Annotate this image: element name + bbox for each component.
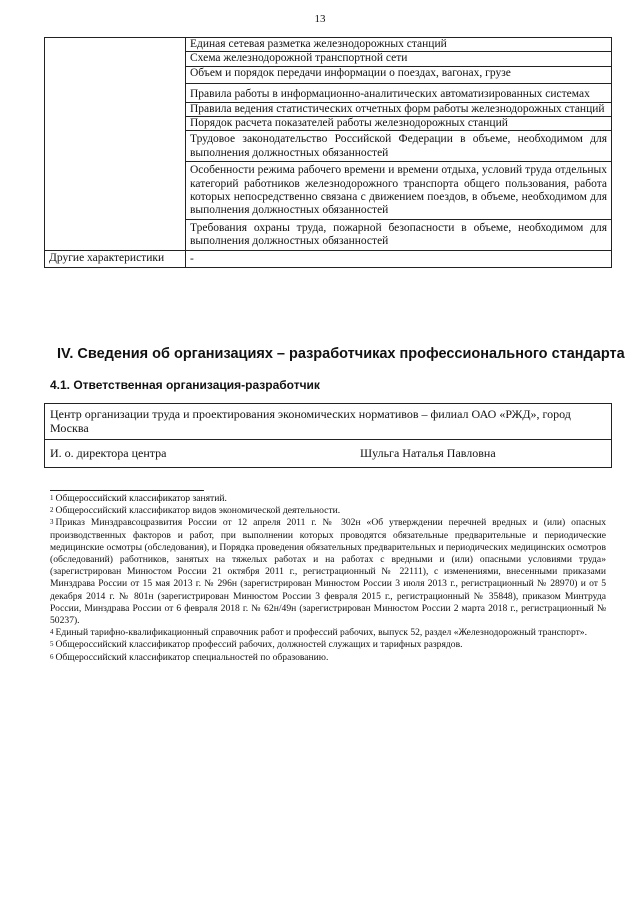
list-item: Единая сетевая разметка железнодорожных станций [186, 38, 611, 52]
list-item: - [190, 252, 194, 265]
list-item: Требования охраны труда, пожарной безопасности в объеме, необходимом для выполнения должностных обязанностей [190, 221, 607, 248]
subsection-heading: 4.1. Ответственная организация-разработчик [50, 378, 320, 392]
footnotes [50, 493, 606, 664]
director-row [45, 440, 611, 467]
director-name: Шульга Наталья Павловна [360, 446, 496, 460]
footnote-divider [50, 490, 204, 491]
table-row [45, 38, 611, 251]
organization-name: Центр организации труда и проектирования экономических нормативов – филиал ОАО «РЖД», город Москва [45, 404, 611, 440]
list-item: Порядок расчета показателей работы железнодорожных станций [186, 117, 611, 131]
table-row [45, 251, 611, 267]
footnote: $^6$ Общероссийский классификатор специальностей по образованию. [50, 651, 329, 663]
row-label [45, 38, 186, 250]
knowledge-table [44, 37, 612, 268]
section-heading: IV. Сведения об организациях – разработчиках профессионального стандарта [57, 346, 625, 362]
footnote: $^2$ Общероссийский классификатор видов экономической деятельности. [50, 505, 341, 517]
page-number: 13 [314, 13, 326, 25]
list-item: Особенности режима рабочего времени и времени отдыха, условий труда отдельных категорий работников железнодорожного транспорта общего пользования, работа которых непосредственно связана с движением поездов, в объеме, необходимом для выполнения должностных обязанностей [186, 162, 611, 220]
director-title: И. о. директора центра [50, 446, 167, 460]
list-item: Трудовое законодательство Российской Федерации в объеме, необходимом для выполнения должностных обязанностей [186, 131, 611, 162]
list-item: Правила ведения статистических отчетных форм работы железнодорожных станций [186, 103, 611, 117]
organization-table [44, 403, 612, 468]
list-item: Объем и порядок передачи информации о поездах, вагонах, грузе [186, 67, 611, 84]
footnote: $^4$ Единый тарифно-квалификационный справочник работ и профессий рабочих, выпуск 52, раздел «Железнодорожный транспорт». [50, 627, 588, 639]
footnote: $^1$ Общероссийский классификатор занятий. [50, 493, 227, 504]
list-item: Правила работы в информационно-аналитических автоматизированных системах [186, 84, 611, 102]
list-item: Схема железнодорожной транспортной сети [186, 52, 611, 66]
row-label-other-characteristics: Другие характеристики [45, 251, 186, 267]
footnote: $^3$ Приказ Минздравсоцразвития России от 12 апреля 2011 г. № 302н «Об утверждении перечней вредных и (или) опасных производственных факторов и работ, при выполнении которых проводятся обязательные предварительные и периодические медицинские осмотры (обследования), и Порядка проведения обязательных предварительных и периодических медицинских осмотров (обследований) работников, занятых на тяжелых работах и на работах с вредными и (или) опасными условиями труда» (зарегистрирован Минюстом России 21 октября 2011 г., регистрационный № 22111), с изменениями, внесенными приказами Минздрава России от 15 мая 2013 г. № 296н (зарегистрирован Минюстом России 3 июля 2013 г., регистрационный № 28970) и от 5 декабря 2014 г. № 801н (зарегистрирован Минюстом России 3 февраля 2015 г., регистрационный № 35848), приказом Минтруда России, Минздрава России от 6 февраля 2018 г. № 62н/49н (зарегистрирован Минюстом России 2 марта 2018 г., регистрационный № 50237). [50, 517, 606, 627]
footnote: $^5$ Общероссийский классификатор профессий рабочих, должностей служащих и тарифных разрядов. [50, 639, 463, 651]
